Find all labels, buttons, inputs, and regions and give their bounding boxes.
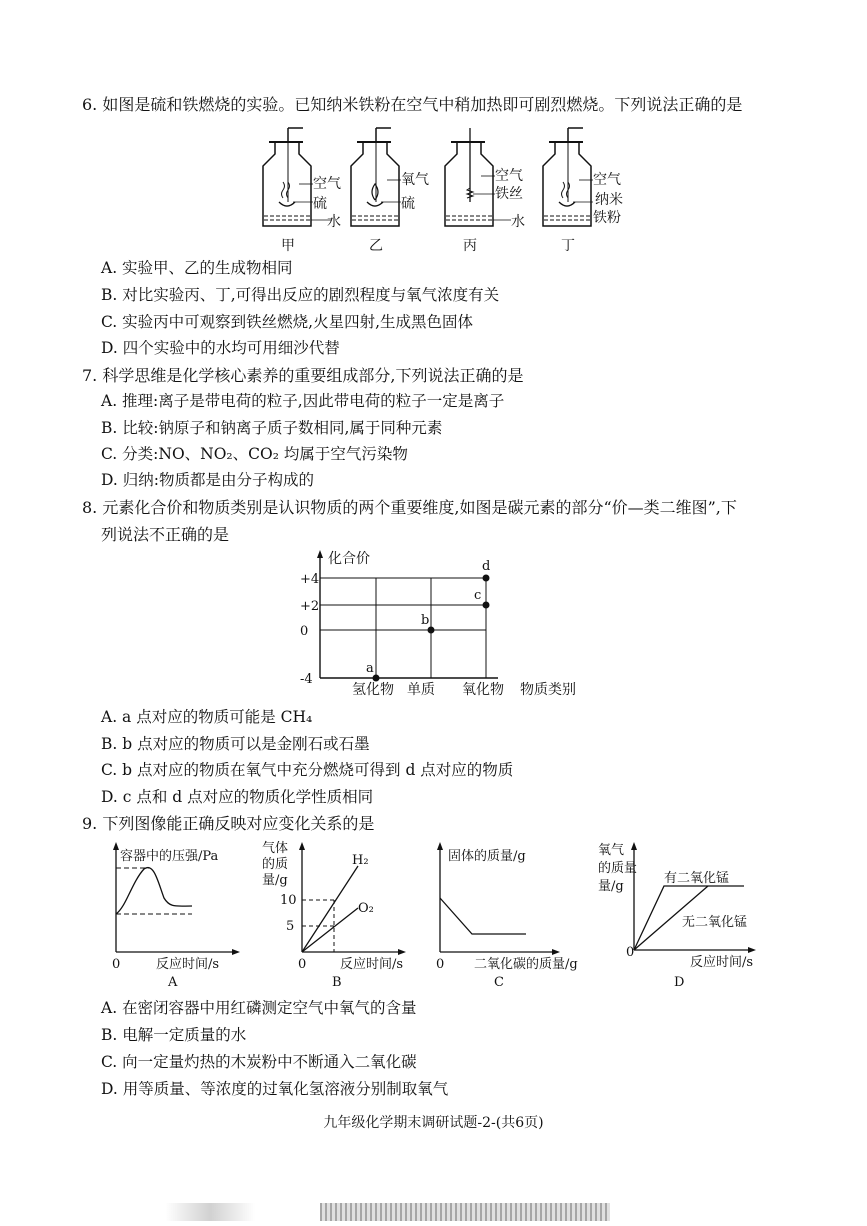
bing-caption: 丙 [463,238,477,254]
ding-label1: 空气 [593,172,621,188]
graph-c [430,842,600,990]
q6-option-b: B. 对比实验丙、丁,可得出反应的剧烈程度与氧气浓度有关 [101,286,500,304]
page-footer: 九年级化学期末调研试题-2-(共6页) [323,1115,544,1131]
jia-caption: 甲 [281,238,295,254]
q9-option-b: B. 电解一定质量的水 [101,1026,247,1044]
q7-option-b: B. 比较:钠原子和钠离子质子数相同,属于同种元素 [101,419,443,437]
graph-d-ylabel3: 量/g [598,879,624,894]
q8-option-b: B. b 点对应的物质可以是金刚石或石墨 [101,735,370,753]
graph-b-line-o2: O₂ [358,901,374,916]
q8-option-c: C. b 点对应的物质在氧气中充分燃烧可得到 d 点对应的物质 [101,761,514,779]
valence-chart-axes [317,550,498,678]
category-label: 氧化物 [462,682,504,698]
graph-c-caption: C [494,975,504,990]
graph-b-ylabel2: 的质 [262,857,289,872]
graph-a [100,842,260,990]
point-label-d: d [482,559,491,574]
yi-label2: 硫 [401,196,415,212]
valence-chart-categories [352,681,504,698]
yi-label1: 氧气 [401,172,429,188]
graph-b-origin: 0 [298,957,307,972]
point-label-c: c [474,588,482,603]
bing-label1: 空气 [495,168,523,184]
point-d [483,575,490,582]
jar-yi [351,128,429,254]
point-c [483,602,490,609]
valence-chart-ticks [300,572,319,687]
graph-b-caption: B [332,975,342,990]
graph-d [598,838,773,990]
graph-c-origin: 0 [436,957,445,972]
graph-b-xlabel: 反应时间/s [340,957,404,972]
graph-d-line-without-mno2: 无二氧化锰 [682,915,748,930]
q9-option-c: C. 向一定量灼热的木炭粉中不断通入二氧化碳 [101,1053,417,1071]
bing-label2: 铁丝 [495,186,523,202]
yi-caption: 乙 [369,238,383,254]
jar-jia [263,128,341,254]
y-axis-arrow [317,550,323,558]
jar-bing [445,128,525,254]
bing-water: 水 [511,214,525,230]
graph-b-tick-5: 5 [286,919,295,934]
graph-b-line-h2: H₂ [352,853,369,868]
category-label: 单质 [407,682,435,698]
graph-d-xlabel: 反应时间/s [690,955,754,970]
graph-a-xlabel: 反应时间/s [156,957,220,972]
q9-option-a: A. 在密闭容器中用红磷测定空气中氧气的含量 [101,999,417,1017]
ding-caption: 丁 [561,238,575,254]
scan-smudge-left [165,1203,255,1221]
q9-stem: 9. 下列图像能正确反映对应变化关系的是 [82,814,375,833]
scan-smudge-right [320,1203,610,1221]
y-tick-label: 0 [300,624,309,639]
q7-stem: 7. 科学思维是化学核心素养的重要组成部分,下列说法正确的是 [82,366,524,385]
q8-option-d: D. c 点和 d 点对应的物质化学性质相同 [101,788,374,806]
graph-c-ylabel: 固体的质量/g [448,849,526,864]
jia-label2: 硫 [313,196,327,212]
q8-stem-line2: 列说法不正确的是 [101,525,230,544]
q6-option-c: C. 实验丙中可观察到铁丝燃烧,火星四射,生成黑色固体 [101,313,474,331]
q6-option-a: A. 实验甲、乙的生成物相同 [101,259,293,277]
q7-option-c: C. 分类:NO、NO₂、CO₂ 均属于空气污染物 [101,445,408,463]
q7-option-d: D. 归纳:物质都是由分子构成的 [101,471,314,489]
ding-label2: 纳米 [595,192,623,208]
graph-d-origin: 0 [626,945,635,960]
valence-chart-xlabel: 物质类别 [520,682,576,698]
jar-ding [543,128,623,254]
graph-a-ylabel: 容器中的压强/Pa [120,849,219,864]
graph-d-ylabel1: 氧气 [598,843,625,858]
q6-option-d: D. 四个实验中的水均可用细沙代替 [101,339,340,357]
graph-a-caption: A [168,975,178,990]
q8-stem-line1: 8. 元素化合价和物质类别是认识物质的两个重要维度,如图是碳元素的部分“价—类二维图”,下 [82,498,737,517]
q7-option-a: A. 推理:离子是带电荷的粒子,因此带电荷的粒子一定是离子 [101,392,505,410]
graph-c-xlabel: 二氧化碳的质量/g [474,957,578,972]
graph-b-tick-10: 10 [280,893,297,908]
graph-b [262,838,422,990]
y-tick-label: +2 [300,599,320,614]
valence-chart-grid [320,578,486,678]
jia-water: 水 [327,214,341,230]
category-label: 氢化物 [352,682,394,698]
graph-d-ylabel2: 的质量 [598,861,638,876]
graph-d-line-with-mno2: 有二氧化锰 [664,871,730,886]
q6-stem: 6. 如图是硫和铁燃烧的实验。已知纳米铁粉在空气中稍加热即可剧烈燃烧。下列说法正确的是 [82,95,743,114]
q6-jars-figure [255,122,635,257]
graph-b-ylabel1: 气体 [262,841,289,856]
point-label-a: a [366,661,374,676]
point-label-b: b [421,613,430,628]
ding-label3: 铁粉 [593,210,621,226]
valence-chart-points [366,559,490,682]
jia-label1: 空气 [313,176,341,192]
graph-a-origin: 0 [112,957,121,972]
valence-chart [290,548,600,706]
y-tick-label: +4 [300,572,320,587]
y-tick-label: -4 [300,672,313,687]
graph-d-caption: D [674,975,685,990]
graph-b-ylabel3: 量/g [262,873,288,888]
q8-option-a: A. a 点对应的物质可能是 CH₄ [101,708,313,726]
valence-chart-ylabel: 化合价 [328,551,370,567]
q9-option-d: D. 用等质量、等浓度的过氧化氢溶液分别制取氧气 [101,1080,449,1098]
